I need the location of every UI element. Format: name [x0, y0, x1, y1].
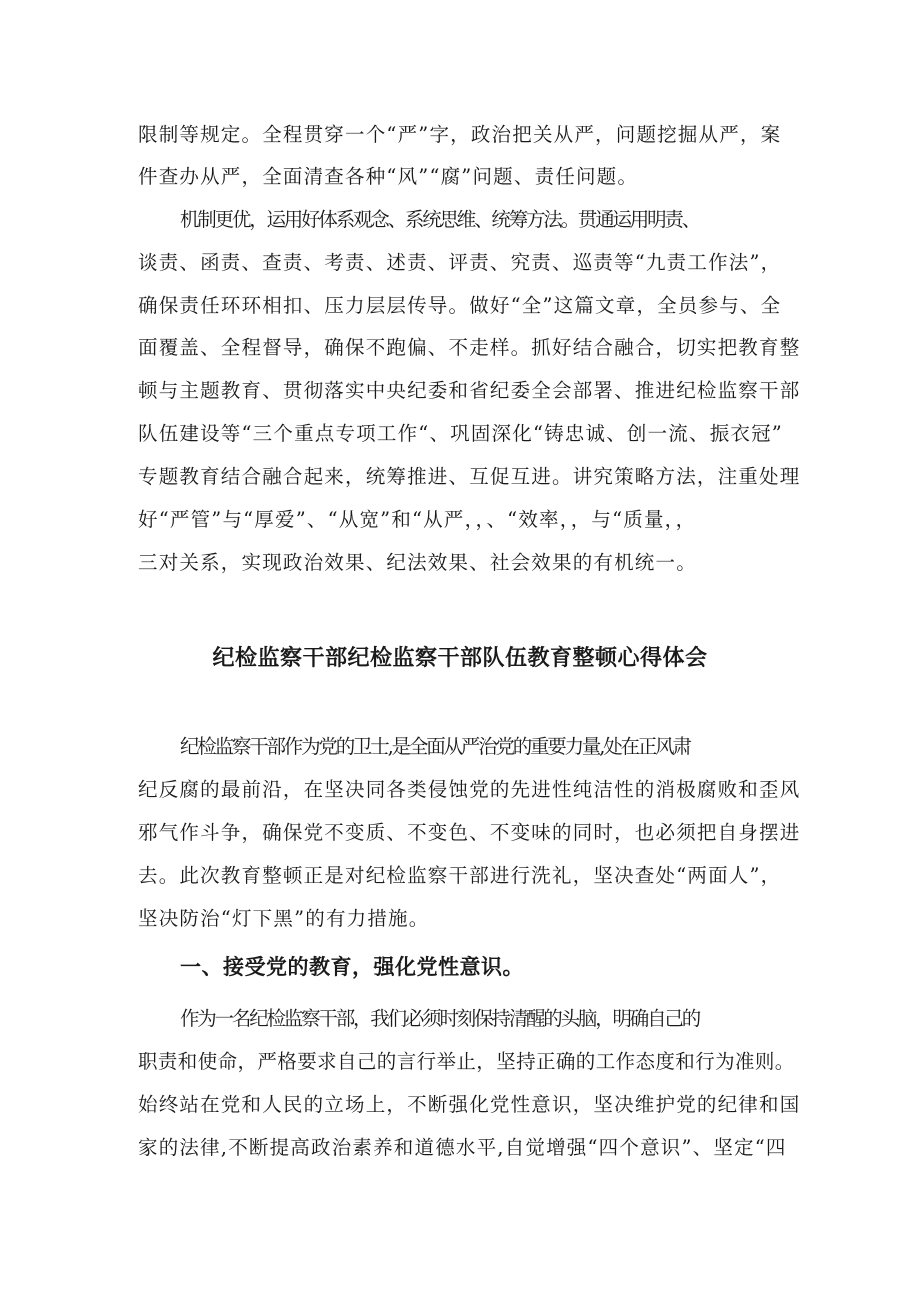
paragraph-line: 家的法律,不断提高政治素养和道德水平,自觉增强“四个意识”、坚定“四 — [138, 1136, 787, 1159]
paragraph-line: 职责和使命，严格要求自己的言行举止，坚持正确的工作态度和行为准则。 — [138, 1050, 795, 1073]
paragraph-line: 面覆盖、全程督导，确保不跑偏、不走样。抓好结合融合，切实把教育整 — [138, 336, 801, 359]
paragraph-line: 三对关系，实现政治效果、纪法效果、社会效果的有机统一。 — [138, 551, 697, 574]
paragraph-line: 纪反腐的最前沿，在坚决同各类侵蚀党的先进性纯洁性的消极腐败和歪风 — [138, 778, 801, 801]
paragraph-line: 纪检监察干部作为党的卫士,是全面从严治党的重要力量,处在正风肃 — [180, 735, 690, 758]
paragraph-line: 顿与主题教育、贯彻落实中央纪委和省纪委全会部署、推进纪检监察干部 — [138, 379, 801, 402]
paragraph-line: 始终站在党和人民的立场上，不断强化党性意识，坚决维护党的纪律和国 — [138, 1093, 801, 1116]
paragraph-line: 专题教育结合融合起来，统筹推进、互促互进。讲究策略方法，注重处理 — [138, 465, 801, 488]
paragraph-line: 好“严管”与“厚爱”、“从宽”和“从严，，、“效率，，与“质量，， — [138, 508, 697, 531]
paragraph-line: 坚决防治“灯下黑”的有力措施。 — [138, 907, 430, 930]
paragraph-line: 限制等规定。全程贯穿一个“严”字，政治把关从严，问题挖掘从严，案 — [138, 123, 782, 146]
paragraph-line: 机制更优，运用好体系观念、系统思维、统筹方法。贯通运用明责、 — [180, 208, 700, 231]
paragraph-line: 去。此次教育整顿正是对纪检监察干部进行洗礼，坚决查处“两面人”， — [138, 864, 782, 887]
paragraph-line: 作为一名纪检监察干部，我们必须时刻保持清醒的头脑，明确自己的 — [180, 1007, 700, 1030]
section-heading: 一、接受党的教育，强化党性意识。 — [180, 955, 524, 979]
paragraph-line: 队伍建设等“三个重点专项工作“、巩固深化“铸忠诚、创一流、振衣冠” — [138, 422, 783, 445]
article-title: 纪检监察干部纪检监察干部队伍教育整顿心得体会 — [212, 646, 708, 671]
paragraph-line: 件查办从严，全面清查各种“风”“腐”问题、责任问题。 — [138, 165, 639, 188]
paragraph-line: 确保责任环环相扣、压力层层传导。做好“全”这篇文章，全员参与、全 — [138, 294, 782, 317]
paragraph-line: 谈责、函责、查责、考责、述责、评责、究责、巡责等“九责工作法”， — [138, 251, 782, 274]
paragraph-line: 邪气作斗争，确保党不变质、不变色、不变味的同时，也必须把自身摆进 — [138, 821, 801, 844]
